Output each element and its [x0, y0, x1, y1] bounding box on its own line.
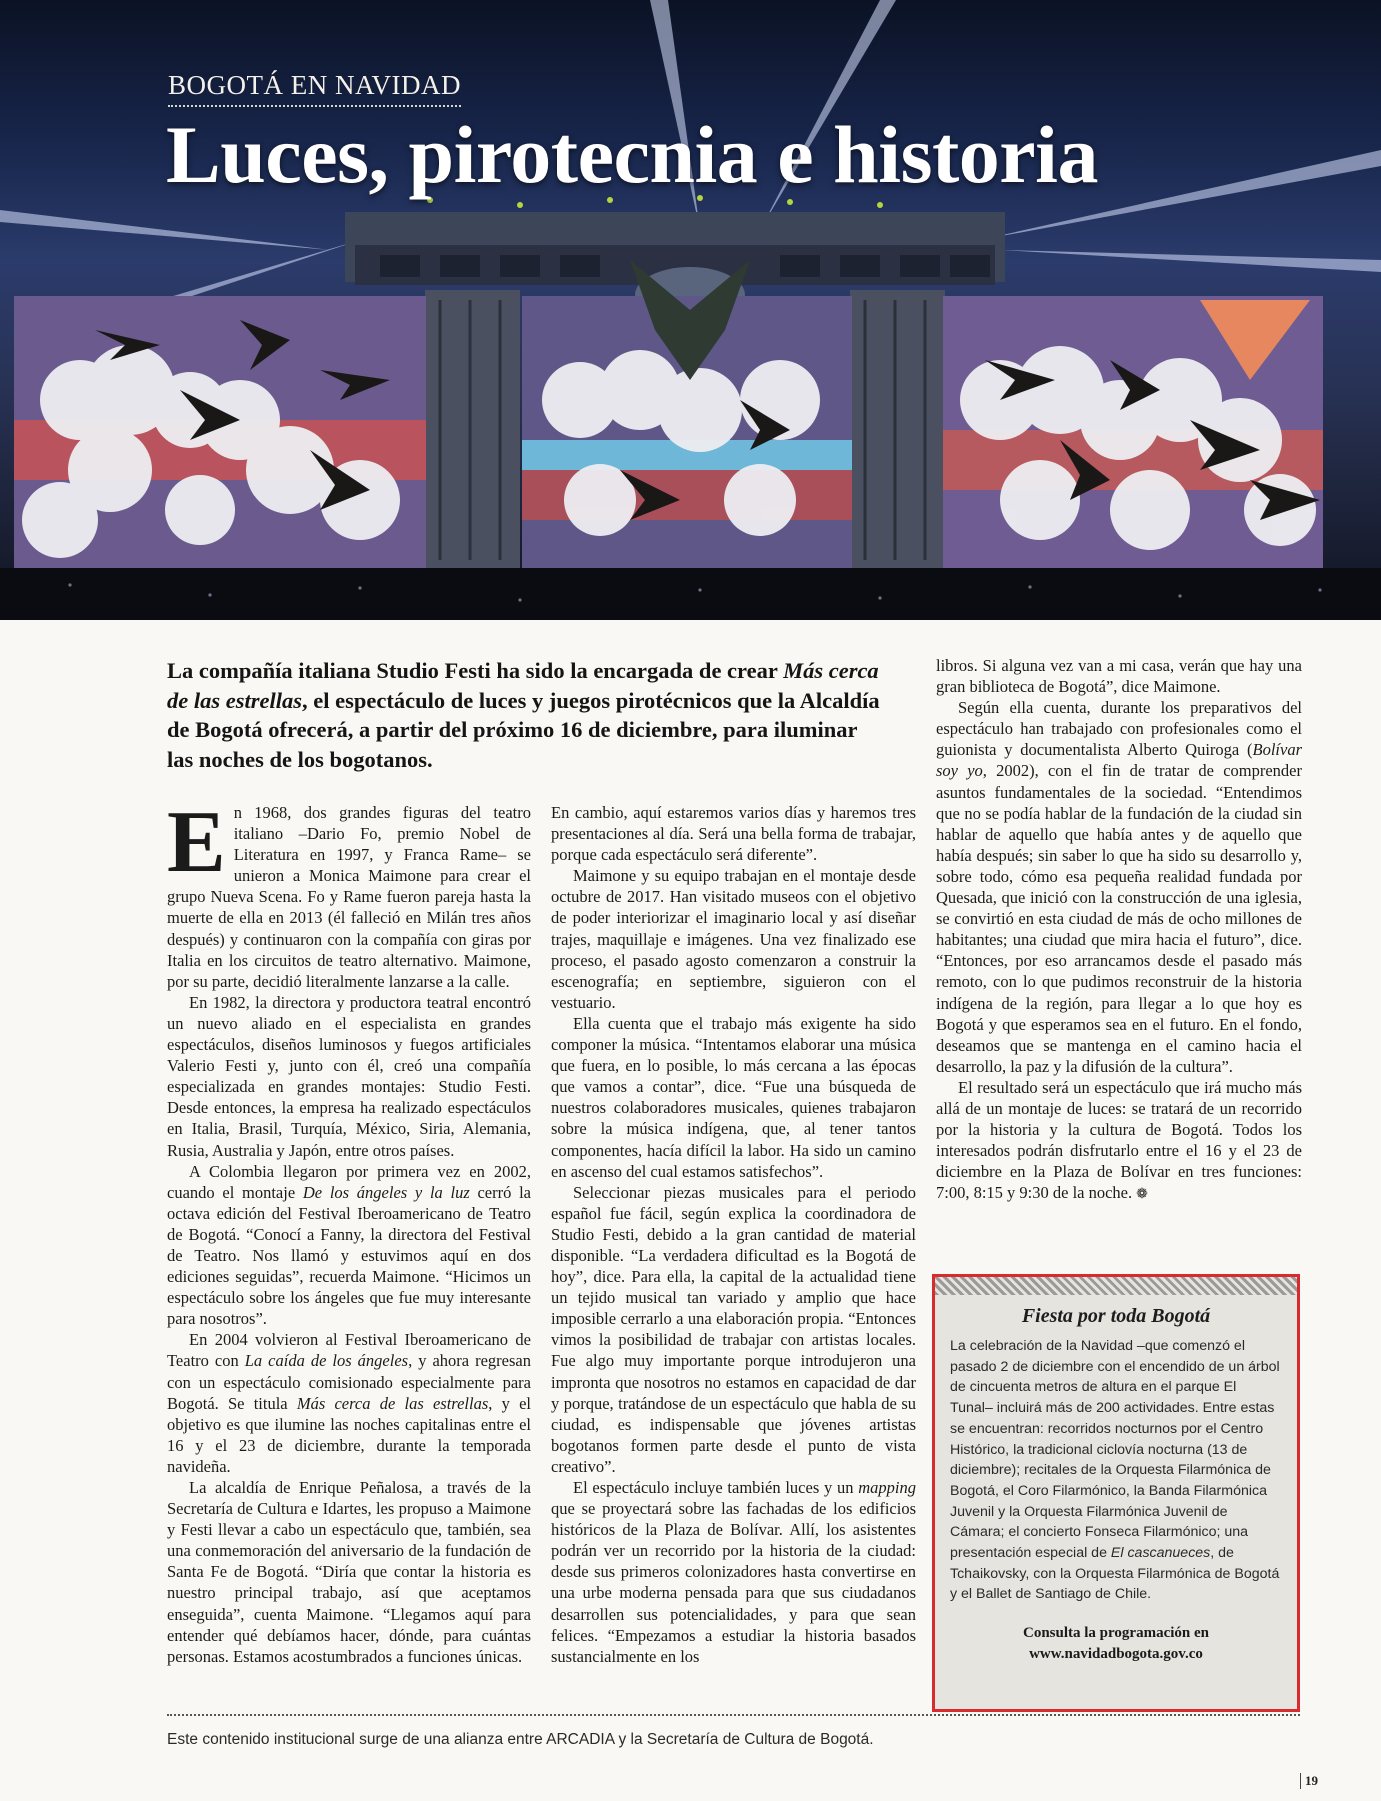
paragraph-2: En 1982, la directora y productora teatral encontró un nuevo aliado en el especialista en grandes espectáculos, diseños luminosos y fuegos artificiales Valerio Festi y, junto con él, creó una compañía especializada en grandes montajes: Studio Festi. Desde entonces, la empresa ha realizado espectáculos en Italia, Brasil, Turquía, México, Siria, Alemania, Rusia, Australia y Japón, entre otros países. — [167, 992, 531, 1160]
page-number: 19 — [1300, 1773, 1318, 1789]
sidebar-cta — [935, 1623, 1297, 1665]
paragraph-8: Ella cuenta que el trabajo más exigente ha sido componer la música. “Intentamos elaborar una música que fuera, en lo posible, lo más cercana a las épocas que vamos a contar”, dice. “Fue una búsqueda de nuestros colaboradores musicales, quienes trabajaron sobre la música indígena, que, al tener tantos componentes, hacía difícil la labor. Ha sido un camino en ascenso del cual estamos satisfechos”. — [551, 1013, 916, 1181]
paragraph-4: En 2004 volvieron al Festival Iberoamericano de Teatro con La caída de los ángeles, y ahora regresan con un espectáculo comisionado especialmente para Bogotá. Se titula Más cerca de las estrellas, y el objetivo es que ilumine las noches capitalinas entre el 16 y el 23 de diciembre, durante la temporada navideña. — [167, 1330, 531, 1476]
end-mark-icon: ❁ — [1136, 1187, 1148, 1203]
paragraph-7: Maimone y su equipo trabajan en el montaje desde octubre de 2017. Han visitado museos con el objetivo de poder interiorizar el imaginario local y así diseñar trajes, maquillaje e imágenes. Una vez finalizado ese proceso, el pasado agosto comenzaron a construir la escenografía; en septiembre, siguieron con el vestuario. — [551, 866, 916, 1012]
paragraph-11: libros. Si alguna vez van a mi casa, verán que hay una gran biblioteca de Bogotá”, dice Maimone. — [936, 656, 1302, 697]
article-column-2 — [551, 802, 916, 1667]
paragraph-13: El resultado será un espectáculo que irá mucho más allá de un montaje de luces: se tratará de un recorrido por la historia y la cultura de Bogotá. Todos los interesados podrán disfrutarlo entre el 16 y el 23 de diciembre en la Plaza de Bolívar en tres funciones: 7:00, 8:15 y 9:30 de la noche. ❁ — [936, 1077, 1302, 1203]
sidebar-website-link[interactable]: www.navidadbogota.gov.co — [1029, 1646, 1203, 1663]
paragraph-1: En 1968, dos grandes figuras del teatro italiano –Dario Fo, premio Nobel de Literatura en 1997, y Franca Rame– se unieron a Monica Maimone para crear el grupo Nueva Scena. Fo y Rame fueron pareja hasta la muerte de ella en 2013 (él falleció en Milán tres años después) y continuaron con la compañía con giras por Italia en los circuitos de teatro alternativo. Maimone, por su parte, decidió literalmente lanzarse a la calle. — [167, 794, 531, 991]
sidebar-text: La celebración de la Navidad –que comenzó el pasado 2 de diciembre con el encendido de un árbol de cincuenta metros de altura en el parque El Tunal– incluirá más de 200 actividades. Entre estas se encuentran: recorridos nocturnos por el Centro Histórico, la tradicional ciclovía nocturna (13 de diciembre); recitales de la Orquesta Filarmónica de Bogotá, el Coro Filarmónico, la Banda Filarmónica Juvenil y la Orquesta Filarmónica Juvenil de Cámara; el concierto Fonseca Filarmónico; una presentación especial de El cascanueces, de Tchaikovsky, con la Orquesta Filarmónica de Bogotá y el Ballet de Santiago de Chile. — [950, 1338, 1280, 1603]
article-column-1 — [167, 794, 531, 1667]
paragraph-12: Según ella cuenta, durante los preparativos del espectáculo han trabajado con profesionales como el guionista y documentalista Alberto Quiroga (Bolívar soy yo, 2002), con el fin de tratar de comprender asuntos fundamentales de la sociedad. “Entendimos que no se podía hablar de la fundación de la ciudad sin hablar de aquello que había antes y de aquello que había después; sin saber lo que ha sido su desarrollo y, sobre todo, cómo esa pequeña realidad fundada por Quesada, que inició con la construcción de una iglesia, se convirtió en esta ciudad de más de ocho millones de habitantes; una ciudad que mira hacia el futuro”, dice. “Entonces, por eso arrancamos desde el pasado más remoto, con lo que pudimos reconstruir de la historia indígena de la región, para llegar a lo que hoy es Bogotá y que esperamos sea en el futuro. En el fondo, deseamos que se mantenga en el camino hacia el desarrollo, la paz y la difusión de la cultura”. — [936, 698, 1302, 1076]
footer-note: Este contenido institucional surge de una alianza entre ARCADIA y la Secretaría de Cultura de Bogotá. — [167, 1731, 874, 1748]
lead-show-title: Más cerca de las estrellas — [167, 658, 879, 713]
section-kicker: BOGOTÁ EN NAVIDAD — [168, 70, 461, 107]
paragraph-9: Seleccionar piezas musicales para el periodo español fue fácil, según explica la coordinadora de Studio Festi, debido a la gran cantidad de material disponible. “La verdadera dificultad es la Bogotá de hoy”, dice. Para ella, la capital de la actualidad tiene un tejido musical tan variado y amplio que hace imposible cerrarlo a una elaboración propia. “Entonces vimos la posibilidad de trabajar con artistas locales. Fue algo muy importante porque introdujeron una impronta que nosotros no estamos en capacidad de dar y porque, tratándose de un espectáculo que habla de su ciudad, es indispensable que jóvenes artistas bogotanos formen parte desde el punto de vista creativo”. — [551, 1182, 916, 1476]
lead-text-2: , el espectáculo de luces y juegos pirotécnicos que la Alcaldía de Bogotá ofrecerá, a partir del próximo 16 de diciembre, para iluminar las noches de los bogotanos. — [167, 687, 880, 772]
article-column-3 — [936, 655, 1302, 1205]
paragraph-10: El espectáculo incluye también luces y un mapping que se proyectará sobre las fachadas de los edificios históricos de la Plaza de Bolívar. Allí, los asistentes podrán ver un recorrido por la historia de la ciudad: desde sus primeros colonizadores hasta convertirse en una urbe moderna pensada para que sus ciudadanos desarrollen sus potencialidades, y para que sean felices. “Empezamos a estudiar la historia basados sustancialmente en los — [551, 1478, 916, 1666]
paragraph-3: A Colombia llegaron por primera vez en 2002, cuando el montaje De los ángeles y la luz cerró la octava edición del Festival Iberoamericano de Teatro de Bogotá. “Conocí a Fanny, la directora del Festival de Teatro. Nos llamó y estuvimos aquí en dos ediciones seguidas”, recuerda Maimone. “Hicimos un espectáculo sobre los ángeles que fue muy interesante para nosotros”. — [167, 1161, 531, 1329]
paragraph-6: En cambio, aquí estaremos varios días y haremos tres presentaciones al día. Será una bella forma de trabajar, porque cada espectáculo será diferente”. — [551, 803, 916, 865]
lead-text-1: La compañía italiana Studio Festi ha sido la encargada de crear — [167, 658, 784, 683]
sidebar-cta-text: Consulta la programación en — [1023, 1625, 1209, 1642]
sidebar-box — [932, 1274, 1300, 1712]
article-headline: Luces, pirotecnia e historia — [166, 109, 1098, 200]
article-lead — [167, 656, 887, 774]
sidebar-hatched-header — [935, 1277, 1297, 1295]
paragraph-5: La alcaldía de Enrique Peñalosa, a través de la Secretaría de Cultura e Idartes, les propuso a Maimone y Festi llevar a cabo un espectáculo que, también, sea una conmemoración del aniversario de la fundación de Santa Fe de Bogotá. “Diría que contar la historia es nuestro principal trabajo, así que aceptamos enseguida”, cuenta Maimone. “Llegamos aquí para entender qué debíamos hacer, dónde, para cuántas personas. Estamos acostumbrados a funciones únicas. — [167, 1478, 531, 1666]
drop-cap: E — [167, 794, 226, 891]
hero-image — [0, 0, 1381, 620]
sidebar-title: Fiesta por toda Bogotá — [1021, 1305, 1211, 1327]
footer-divider — [167, 1714, 1300, 1716]
